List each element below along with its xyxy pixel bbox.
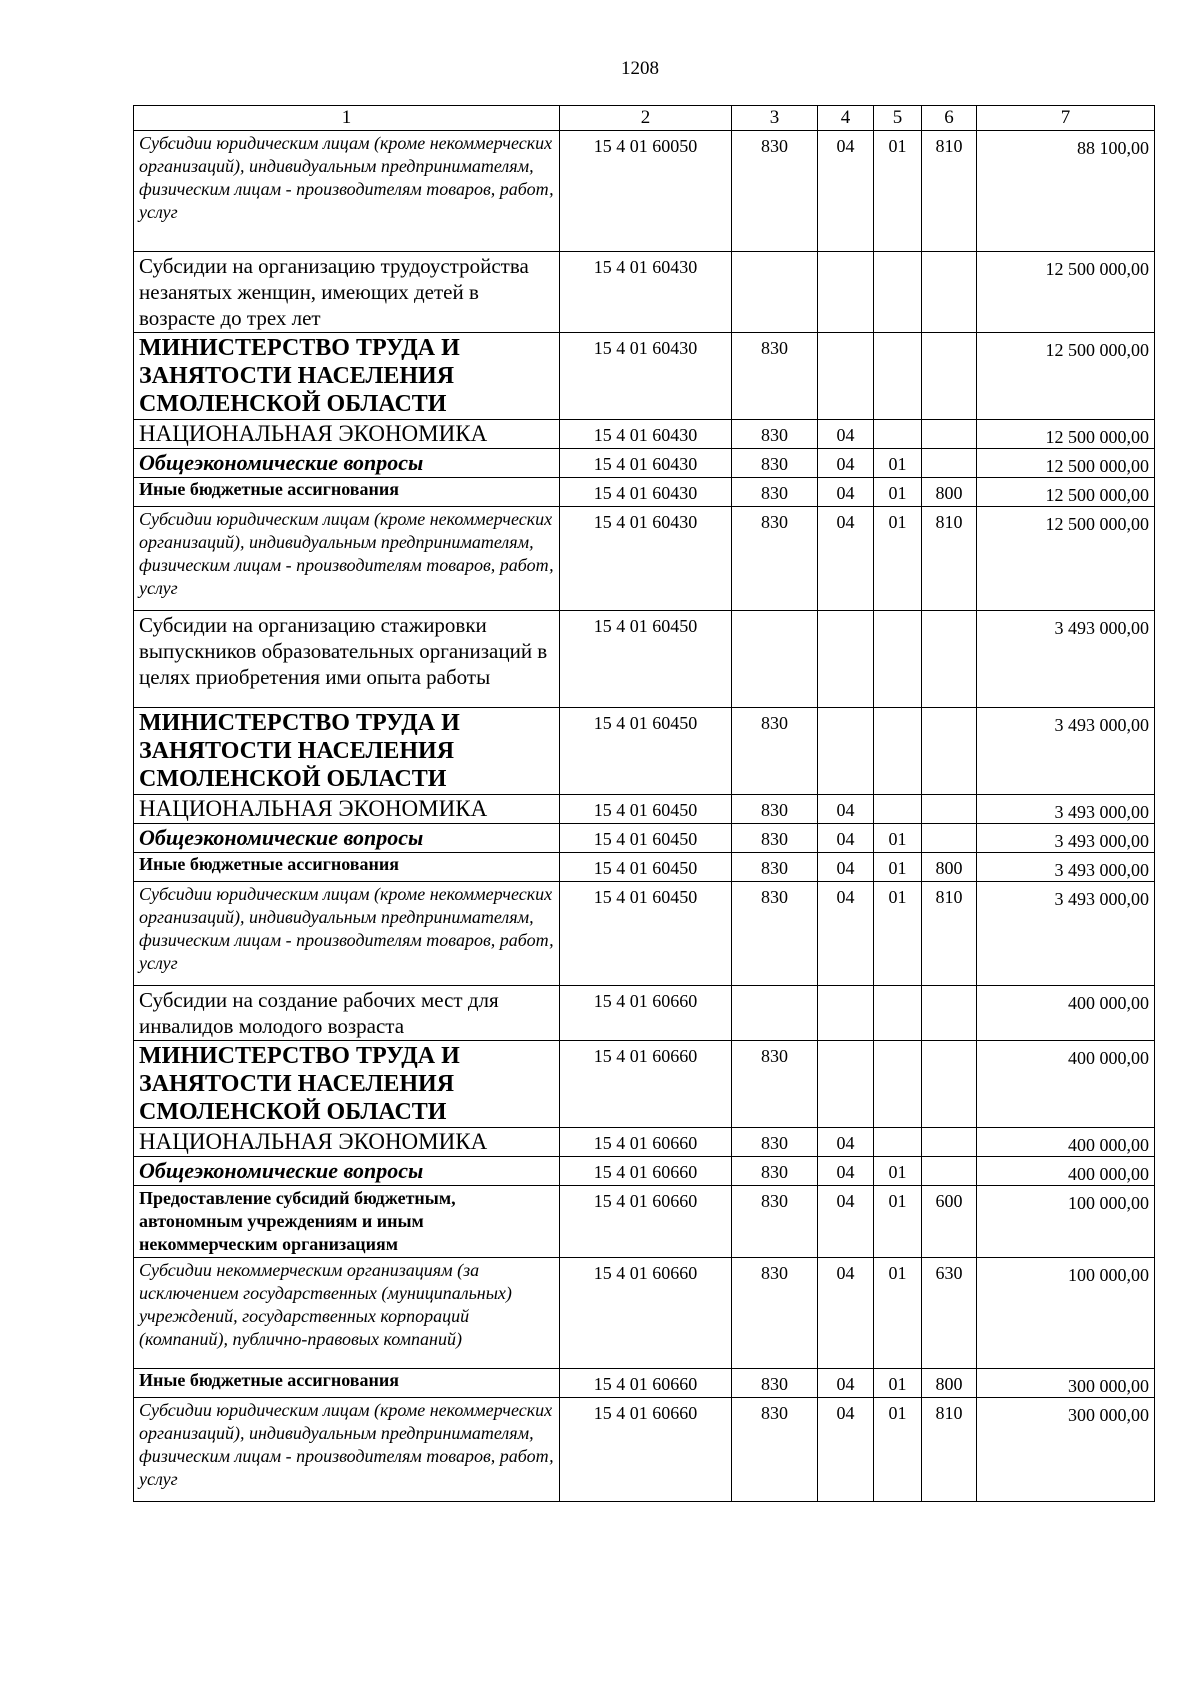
row-amount: 100 000,00 [977,1258,1155,1369]
row-col-4: 04 [818,1369,874,1398]
row-col-3: 830 [732,333,818,420]
row-name: НАЦИОНАЛЬНАЯ ЭКОНОМИКА [134,420,560,449]
row-col-3: 830 [732,882,818,986]
row-name: МИНИСТЕРСТВО ТРУДА И ЗАНЯТОСТИ НАСЕЛЕНИЯ СМОЛЕНСКОЙ ОБЛАСТИ [134,708,560,795]
row-name: Субсидии некоммерческим организациям (за исключением государственных (муниципальных) учреждений, государственных корпораций (компаний), публично-правовых компаний) [134,1258,560,1369]
row-amount: 400 000,00 [977,1128,1155,1157]
table-row [134,795,1155,824]
table-row [134,986,1155,1041]
row-name: Субсидии на организацию трудоустройства незанятых женщин, имеющих детей в возрасте до трех лет [134,252,560,333]
row-col-6: 800 [922,1369,977,1398]
row-col-3: 830 [732,1258,818,1369]
row-col-6 [922,708,977,795]
row-col-4: 04 [818,795,874,824]
row-col-5: 01 [874,1398,922,1502]
row-name: МИНИСТЕРСТВО ТРУДА И ЗАНЯТОСТИ НАСЕЛЕНИЯ СМОЛЕНСКОЙ ОБЛАСТИ [134,333,560,420]
row-col-3 [732,986,818,1041]
row-code: 15 4 01 60450 [560,853,732,882]
table-row [134,333,1155,420]
row-col-5: 01 [874,824,922,853]
row-col-3: 830 [732,795,818,824]
row-col-6: 630 [922,1258,977,1369]
row-col-3: 830 [732,1186,818,1258]
table-row [134,1157,1155,1186]
row-code: 15 4 01 60660 [560,1369,732,1398]
row-col-5: 01 [874,507,922,611]
row-col-5 [874,708,922,795]
row-col-6 [922,420,977,449]
table-row [134,478,1155,507]
row-code: 15 4 01 60430 [560,507,732,611]
row-amount: 400 000,00 [977,986,1155,1041]
row-amount: 100 000,00 [977,1186,1155,1258]
row-col-5: 01 [874,1186,922,1258]
row-amount: 12 500 000,00 [977,333,1155,420]
row-name: Иные бюджетные ассигнования [134,853,560,882]
row-col-4: 04 [818,882,874,986]
table-row [134,1128,1155,1157]
row-col-3: 830 [732,420,818,449]
row-name: Общеэкономические вопросы [134,824,560,853]
row-col-6: 800 [922,478,977,507]
table-row [134,420,1155,449]
row-code: 15 4 01 60050 [560,131,732,252]
row-amount: 12 500 000,00 [977,420,1155,449]
row-col-4: 04 [818,1128,874,1157]
row-code: 15 4 01 60450 [560,708,732,795]
row-name: НАЦИОНАЛЬНАЯ ЭКОНОМИКА [134,795,560,824]
table-row [134,1369,1155,1398]
row-col-4 [818,708,874,795]
row-col-6: 810 [922,882,977,986]
table-row [134,611,1155,708]
row-col-5: 01 [874,853,922,882]
row-col-6 [922,795,977,824]
row-amount: 88 100,00 [977,131,1155,252]
row-col-5 [874,986,922,1041]
row-amount: 12 500 000,00 [977,252,1155,333]
row-col-5: 01 [874,1369,922,1398]
row-col-6 [922,333,977,420]
table-row [134,131,1155,252]
row-col-4: 04 [818,449,874,478]
table-row [134,1041,1155,1128]
row-code: 15 4 01 60430 [560,252,732,333]
table-row [134,449,1155,478]
row-name: Субсидии на создание рабочих мест для инвалидов молодого возраста [134,986,560,1041]
row-col-6 [922,252,977,333]
table-row [134,1398,1155,1502]
header-cell-4: 4 [818,106,874,131]
table-row [134,1186,1155,1258]
table-row [134,882,1155,986]
row-name: Общеэкономические вопросы [134,449,560,478]
row-col-3 [732,252,818,333]
row-col-3: 830 [732,1128,818,1157]
row-col-3: 830 [732,1041,818,1128]
row-col-5: 01 [874,478,922,507]
row-amount: 3 493 000,00 [977,882,1155,986]
row-amount: 3 493 000,00 [977,708,1155,795]
row-col-6 [922,1041,977,1128]
row-col-3: 830 [732,853,818,882]
row-name: Субсидии юридическим лицам (кроме некоммерческих организаций), индивидуальным предпринимателям, физическим лицам - производителям товаров, работ, услуг [134,131,560,252]
row-code: 15 4 01 60660 [560,1398,732,1502]
row-col-4: 04 [818,1157,874,1186]
row-name: Субсидии юридическим лицам (кроме некоммерческих организаций), индивидуальным предпринимателям, физическим лицам - производителям товаров, работ, услуг [134,1398,560,1502]
row-col-4 [818,986,874,1041]
row-col-4 [818,333,874,420]
header-cell-6: 6 [922,106,977,131]
row-col-5 [874,795,922,824]
row-col-4: 04 [818,853,874,882]
header-cell-1: 1 [134,106,560,131]
table-row [134,1258,1155,1369]
row-amount: 300 000,00 [977,1398,1155,1502]
row-col-4 [818,611,874,708]
row-amount: 400 000,00 [977,1157,1155,1186]
row-col-3: 830 [732,449,818,478]
row-col-5: 01 [874,1157,922,1186]
row-col-4: 04 [818,478,874,507]
header-row [134,106,1155,131]
row-amount: 12 500 000,00 [977,507,1155,611]
row-col-5: 01 [874,131,922,252]
row-col-3: 830 [732,131,818,252]
row-name: Субсидии на организацию стажировки выпускников образовательных организаций в целях приобретения ими опыта работы [134,611,560,708]
row-code: 15 4 01 60660 [560,1128,732,1157]
row-name: НАЦИОНАЛЬНАЯ ЭКОНОМИКА [134,1128,560,1157]
row-col-3: 830 [732,1398,818,1502]
row-code: 15 4 01 60660 [560,1041,732,1128]
row-amount: 400 000,00 [977,1041,1155,1128]
row-col-6: 800 [922,853,977,882]
table-row [134,252,1155,333]
row-code: 15 4 01 60450 [560,882,732,986]
row-code: 15 4 01 60430 [560,449,732,478]
row-col-4: 04 [818,1398,874,1502]
row-amount: 12 500 000,00 [977,478,1155,507]
row-col-6 [922,986,977,1041]
header-cell-3: 3 [732,106,818,131]
row-col-6: 810 [922,131,977,252]
row-code: 15 4 01 60450 [560,795,732,824]
row-col-3: 830 [732,1157,818,1186]
row-col-6 [922,449,977,478]
row-col-6 [922,824,977,853]
row-amount: 300 000,00 [977,1369,1155,1398]
row-col-5 [874,333,922,420]
row-col-4: 04 [818,1186,874,1258]
row-code: 15 4 01 60430 [560,420,732,449]
row-col-5: 01 [874,882,922,986]
row-amount: 12 500 000,00 [977,449,1155,478]
row-code: 15 4 01 60450 [560,824,732,853]
row-amount: 3 493 000,00 [977,853,1155,882]
table-row [134,708,1155,795]
row-col-4 [818,252,874,333]
row-col-6 [922,1157,977,1186]
row-col-5 [874,1041,922,1128]
row-code: 15 4 01 60660 [560,1157,732,1186]
row-name: Субсидии юридическим лицам (кроме некоммерческих организаций), индивидуальным предпринимателям, физическим лицам - производителям товаров, работ, услуг [134,882,560,986]
row-col-5 [874,1128,922,1157]
row-code: 15 4 01 60430 [560,333,732,420]
row-name: Субсидии юридическим лицам (кроме некоммерческих организаций), индивидуальным предпринимателям, физическим лицам - производителям товаров, работ, услуг [134,507,560,611]
row-col-3: 830 [732,1369,818,1398]
row-name: Общеэкономические вопросы [134,1157,560,1186]
row-col-5: 01 [874,449,922,478]
header-cell-5: 5 [874,106,922,131]
row-col-4: 04 [818,507,874,611]
row-col-5 [874,611,922,708]
row-amount: 3 493 000,00 [977,795,1155,824]
row-col-6: 600 [922,1186,977,1258]
row-code: 15 4 01 60450 [560,611,732,708]
row-col-3: 830 [732,708,818,795]
row-amount: 3 493 000,00 [977,824,1155,853]
row-col-6: 810 [922,507,977,611]
row-col-3: 830 [732,478,818,507]
row-col-4 [818,1041,874,1128]
row-name: Иные бюджетные ассигнования [134,478,560,507]
row-col-5 [874,252,922,333]
row-name: Предоставление субсидий бюджетным, автономным учреждениям и иным некоммерческим организациям [134,1186,560,1258]
row-code: 15 4 01 60660 [560,1186,732,1258]
row-col-5 [874,420,922,449]
row-col-3: 830 [732,507,818,611]
row-col-5: 01 [874,1258,922,1369]
row-col-4: 04 [818,420,874,449]
table-row [134,824,1155,853]
page-number: 1208 [621,58,659,79]
row-code: 15 4 01 60660 [560,986,732,1041]
row-col-6: 810 [922,1398,977,1502]
row-col-3: 830 [732,824,818,853]
row-name: МИНИСТЕРСТВО ТРУДА И ЗАНЯТОСТИ НАСЕЛЕНИЯ СМОЛЕНСКОЙ ОБЛАСТИ [134,1041,560,1128]
budget-table [133,105,1155,1502]
row-amount: 3 493 000,00 [977,611,1155,708]
row-col-4: 04 [818,1258,874,1369]
row-code: 15 4 01 60430 [560,478,732,507]
row-name: Иные бюджетные ассигнования [134,1369,560,1398]
row-col-6 [922,1128,977,1157]
header-cell-7: 7 [977,106,1155,131]
row-col-6 [922,611,977,708]
row-col-3 [732,611,818,708]
row-code: 15 4 01 60660 [560,1258,732,1369]
table-row [134,853,1155,882]
row-col-4: 04 [818,131,874,252]
header-cell-2: 2 [560,106,732,131]
row-col-4: 04 [818,824,874,853]
table-row [134,507,1155,611]
